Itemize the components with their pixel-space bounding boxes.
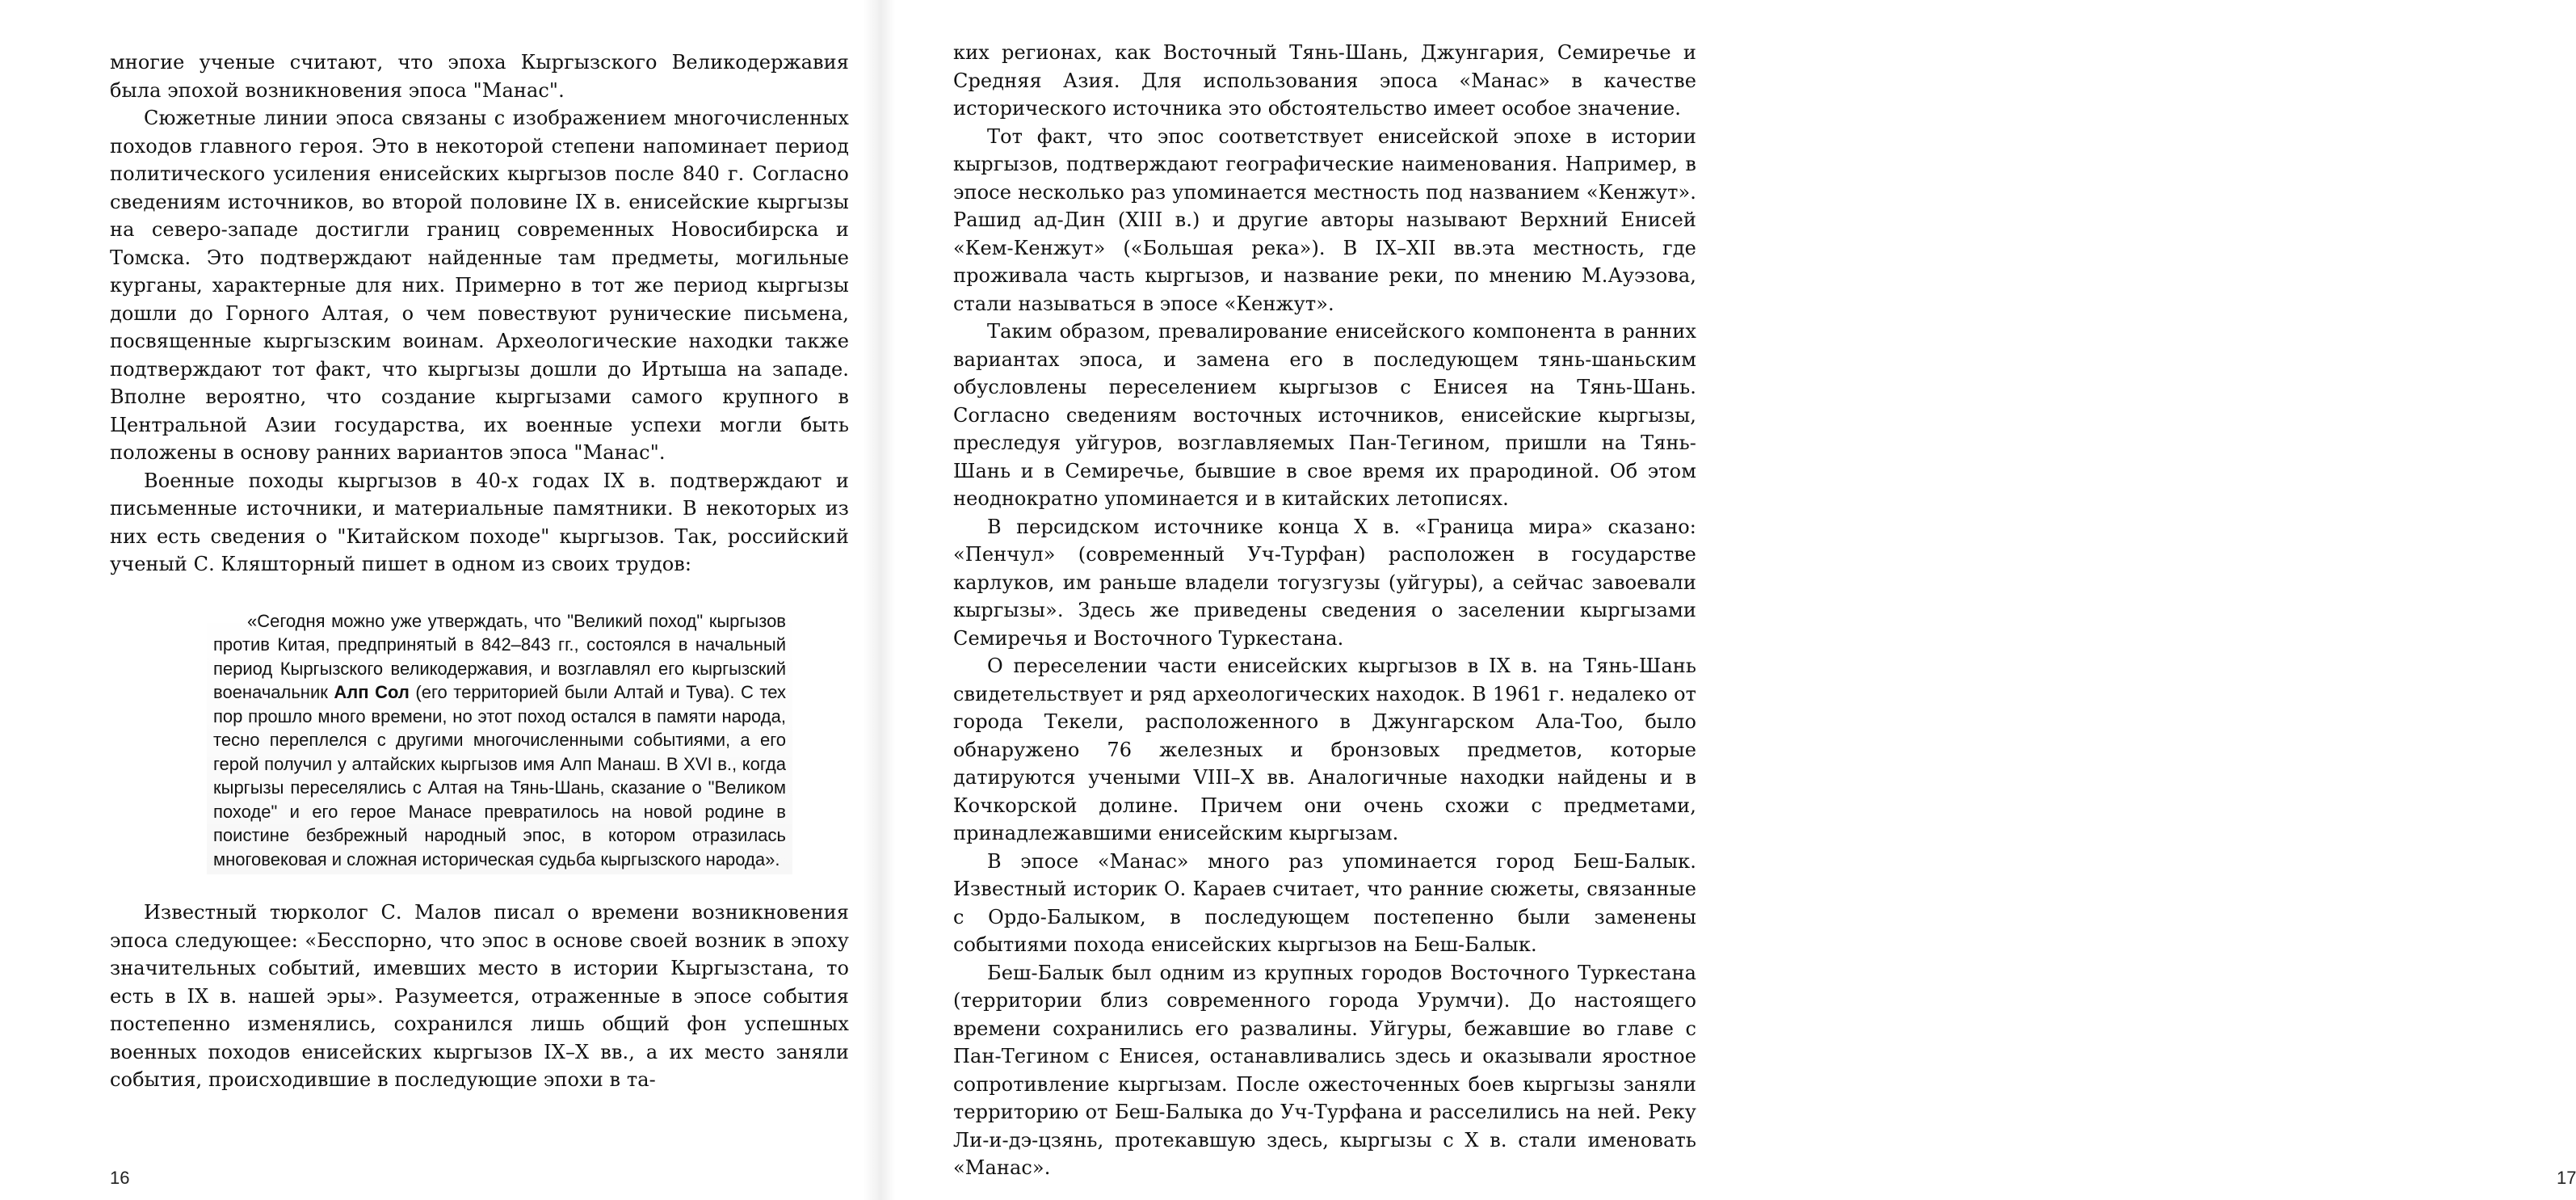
left-text-column — [110, 48, 849, 1094]
right-paragraph: О переселении части енисейских кыргызов в IX в. на Тянь-Шань свидетельствует и ряд археологических находок. В 1961 г. недалеко от города Текели, расположенного в Джунгарском Ала-Тоо, было обнаружено 76 железных и бронзовых предметов, которые датируются учеными VIII–X вв. Аналогичные находки найдены и в Кочкорской долине. Причем они очень схожи с предметами, принадлежавшими енисейским кыргызам. — [953, 655, 1696, 844]
quote-text: «Сегодня можно уже утверждать, что "Великий поход" кыргызов против Китая, предпринятый в 842–843 гг., состоялся в начальный период Кыргызского великодержавия, и возглавлял его кыргызский военачальник — [213, 610, 786, 702]
right-paragraph: Беш-Балык был одним из крупных городов Восточного Туркестана (территории близ современного города Урумчи). До настоящего времени сохранились его развалины. Уйгуры, бежавшие во главе с Пан-Тегином с Енисея, останавливались здесь и оказывали яростное сопротивление кыргызам. После ожесточенных боев кыргызы заняли территорию от Беш-Балыка до Уч-Турфана и расселились на ней. Реку Ли-и-дэ-цзянь, протекавшую здесь, кыргызы с X в. стали именовать «Манас». — [953, 961, 1696, 1179]
block-quote — [207, 606, 792, 875]
right-paragraph: Тот факт, что эпос соответствует енисейской эпохе в истории кыргызов, подтверждают географические наименования. Например, в эпосе несколько раз упоминается местность под названием «Кенжут». Рашид ад-Дин (XIII в.) и другие авторы называют Верхний Енисей «Кем-Кенжут» («Большая река»). В IX–XII вв.эта местность, где проживала часть кыргызов, и название реки, по мнению М.Ауэзова, стали называться в эпосе «Кенжут». — [953, 124, 1696, 315]
left-paragraph: многие ученые считают, что эпоха Кыргызского Великодержавия была эпохой возникновения эпоса "Манас". — [110, 51, 849, 102]
page-number: 17 — [2557, 1168, 2576, 1188]
quote-text: (его территорией были Алтай и Тува). С тех пор прошло много времени, но этот поход остался в памяти народа, тесно переплелся с другими многочисленными событиями, а его герой получил у алтайских кыргызов имя Алп Манаш. В XVI в., когда кыргызы переселялись с Алтая на Тянь-Шань, сказание о "Великом походе" и его герое Манасе превратилось на новой родине в поистине безбрежный народный эпос, в котором отразилась многовековая и сложная историческая судьба кыргызского народа». — [213, 682, 786, 869]
quote-bold-name: Алп Сол — [334, 682, 410, 702]
right-paragraph: ких регионах, как Восточный Тянь-Шань, Джунгария, Семиречье и Средняя Азия. Для использования эпоса «Манас» в качестве исторического источника это обстоятельство имеет особое значение. — [953, 41, 1696, 120]
left-page — [0, 0, 872, 1200]
left-paragraph: Военные походы кыргызов в 40-х годах IX в. подтверждают и письменные источники, и материальные памятники. В некоторых из них есть сведения о "Китайском походе" кыргызов. Так, российский ученый С. Кляшторный пишет в одном из своих трудов: — [110, 469, 849, 575]
right-paragraph: Таким образом, превалирование енисейского компонента в ранних вариантах эпоса, и замена его в последующем тянь-шаньским обусловлены переселением кыргызов с Енисея на Тянь-Шань. Согласно сведениям восточных источников, енисейские кыргызы, преследуя уйгуров, возглавляемых Пан-Тегином, пришли на Тянь-Шань и в Семиречье, бывшие в свое время их прародиной. Об этом неоднократно упоминается и в китайских летописях. — [953, 320, 1696, 510]
right-text-column — [953, 39, 1696, 1182]
page-number: 16 — [110, 1168, 130, 1188]
right-paragraph: В эпосе «Манас» много раз упоминается город Беш-Балык. Известный историк О. Караев считает, что ранние сюжеты, связанные с Ордо-Балыком, в последующем постепенно были заменены событиями похода енисейских кыргызов на Беш-Балык. — [953, 849, 1696, 956]
left-paragraph: Сюжетные линии эпоса связаны с изображением многочисленных походов главного героя. Это в некоторой степени напоминает период политического усиления енисейских кыргызов после 840 г. Согласно сведениям источников, во второй половине IX в. енисейские кыргызы на северо-западе достигли границ современных Новосибирска и Томска. Это подтверждают найденные там предметы, могильные курганы, характерные для них. Примерно в тот же период кыргызы дошли до Горного Алтая, о чем повествуют рунические письмена, посвященные кыргызским воинам. Археологические находки также подтверждают тот факт, что кыргызы дошли до Иртыша на западе. Вполне вероятно, что создание кыргызами самого крупного в Центральной Азии государства, их военные успехи могли быть положены в основу ранних вариантов эпоса "Манас". — [110, 107, 849, 464]
right-paragraph: В персидском источнике конца X в. «Граница мира» сказано: «Пенчул» (современный Уч-Турфан) расположен в государстве карлуков, им раньше владели тогузгузы (уйгуры), а сейчас завоевали кыргызы». Здесь же приведены сведения о заселении кыргызами Семиречья и Восточного Туркестана. — [953, 515, 1696, 650]
left-paragraph: Известный тюрколог С. Малов писал о времени возникновения эпоса следующее: «Бесспорно, что эпос в основе своей возник в эпоху значительных событий, имевших место в истории Кыргызстана, то есть в IX в. нашей эры». Разумеется, отраженные в эпосе события постепенно изменялись, сохранился лишь общий фон успешных военных походов енисейских кыргызов IX–X вв., а их место заняли события, происходившие в последующие эпохи в та- — [110, 901, 849, 1091]
